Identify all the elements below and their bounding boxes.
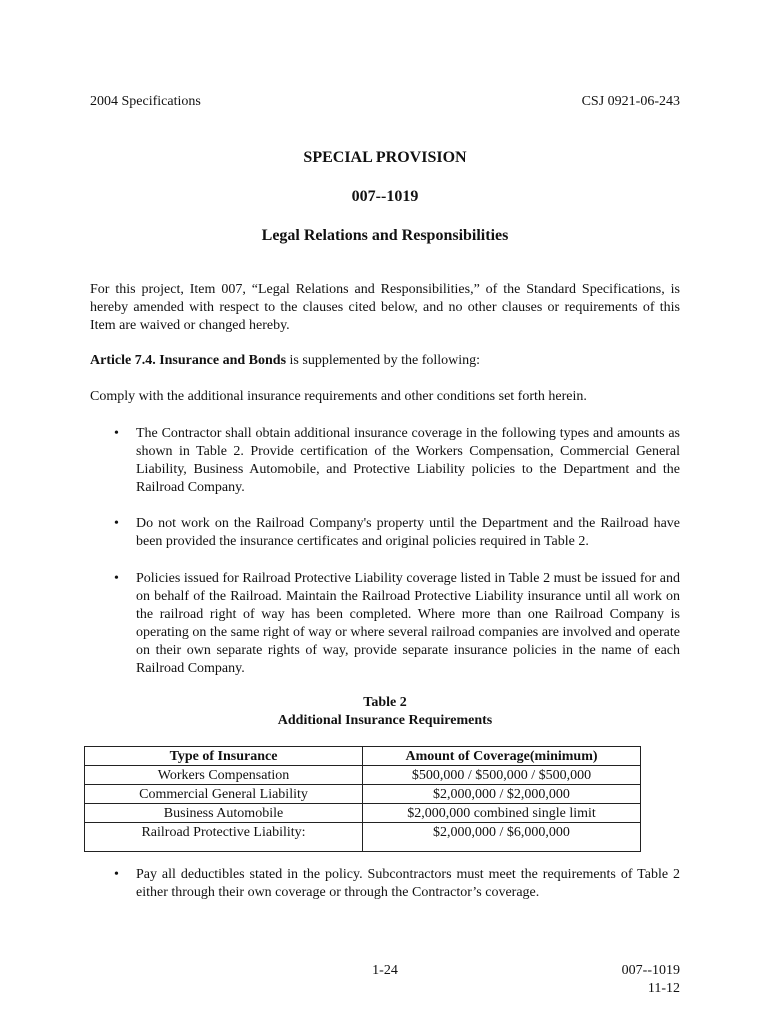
cell-coverage-amount: $2,000,000 combined single limit [363, 804, 641, 823]
header-type-of-insurance: Type of Insurance [85, 747, 363, 766]
intro-paragraph: For this project, Item 007, “Legal Relations and Responsibilities,” of the Standard Specifications, is hereby amended with respect to the clauses cited below, and no other clauses or requirements of this Item are waived or changed hereby. [90, 282, 680, 333]
bullet-marker: • [114, 516, 119, 531]
footer-page-number: 1-24 [372, 963, 398, 978]
footer-date: 11-12 [647, 981, 680, 996]
title-subject: Legal Relations and Responsibilities [261, 227, 509, 244]
cell-coverage-amount: $500,000 / $500,000 / $500,000 [363, 766, 641, 785]
cell-insurance-type: Railroad Protective Liability: [85, 823, 363, 852]
footer-provision-info [622, 962, 680, 998]
comply-paragraph: Comply with the additional insurance requirements and other conditions set forth herein. [90, 389, 587, 404]
bullet-item-4: Pay all deductibles stated in the policy. Subcontractors must meet the requirements of Table 2 either through their own coverage or through the Contractor’s coverage. [136, 867, 680, 900]
bullet-item-1: The Contractor shall obtain additional insurance coverage in the following types and amounts as shown in Table 2. Provide certification of the Workers Compensation, Commercial General Liability, Business Automobile, and Protective Liability policies to the Department and the Railroad Company. [136, 426, 680, 495]
table-row [85, 823, 641, 852]
bullet-marker: • [114, 426, 119, 441]
table-header-row [85, 747, 641, 766]
title-provision-number: 007--1019 [351, 188, 419, 205]
table-row [85, 785, 641, 804]
bullet-item-2: Do not work on the Railroad Company's property until the Department and the Railroad have been provided the insurance certificates and original policies required in Table 2. [136, 516, 680, 549]
cell-insurance-type: Workers Compensation [85, 766, 363, 785]
cell-insurance-type: Business Automobile [85, 804, 363, 823]
table-row [85, 804, 641, 823]
bullet-marker: • [114, 867, 119, 882]
article-text: is supplemented by the following: [286, 353, 481, 368]
footer-provision-code: 007--1019 [621, 963, 680, 978]
header-spec-year: 2004 Specifications [90, 94, 201, 109]
table-caption-title: Additional Insurance Requirements [277, 713, 493, 728]
header-amount-of-coverage: Amount of Coverage(minimum) [363, 747, 641, 766]
cell-coverage-amount: $2,000,000 / $6,000,000 [363, 823, 641, 852]
insurance-table [84, 746, 641, 852]
bullet-marker: • [114, 571, 119, 586]
cell-insurance-type: Commercial General Liability [85, 785, 363, 804]
header-csj-number: CSJ 0921-06-243 [581, 94, 680, 109]
bullet-item-3: Policies issued for Railroad Protective Liability coverage listed in Table 2 must be issued for and on behalf of the Railroad. Maintain the Railroad Protective Liability insurance until all work on the railroad right of way has been completed. Where more than one Railroad Company is operating on the same right of way or where several railroad companies are involved and operate on their own separate rights of way, provide separate insurance policies in the name of each Railroad Company. [136, 571, 680, 676]
table-caption-number: Table 2 [363, 695, 407, 710]
table-row [85, 766, 641, 785]
article-paragraph [90, 352, 680, 370]
cell-coverage-amount: $2,000,000 / $2,000,000 [363, 785, 641, 804]
article-heading: Article 7.4. Insurance and Bonds [90, 353, 287, 368]
title-special-provision: SPECIAL PROVISION [303, 149, 467, 166]
